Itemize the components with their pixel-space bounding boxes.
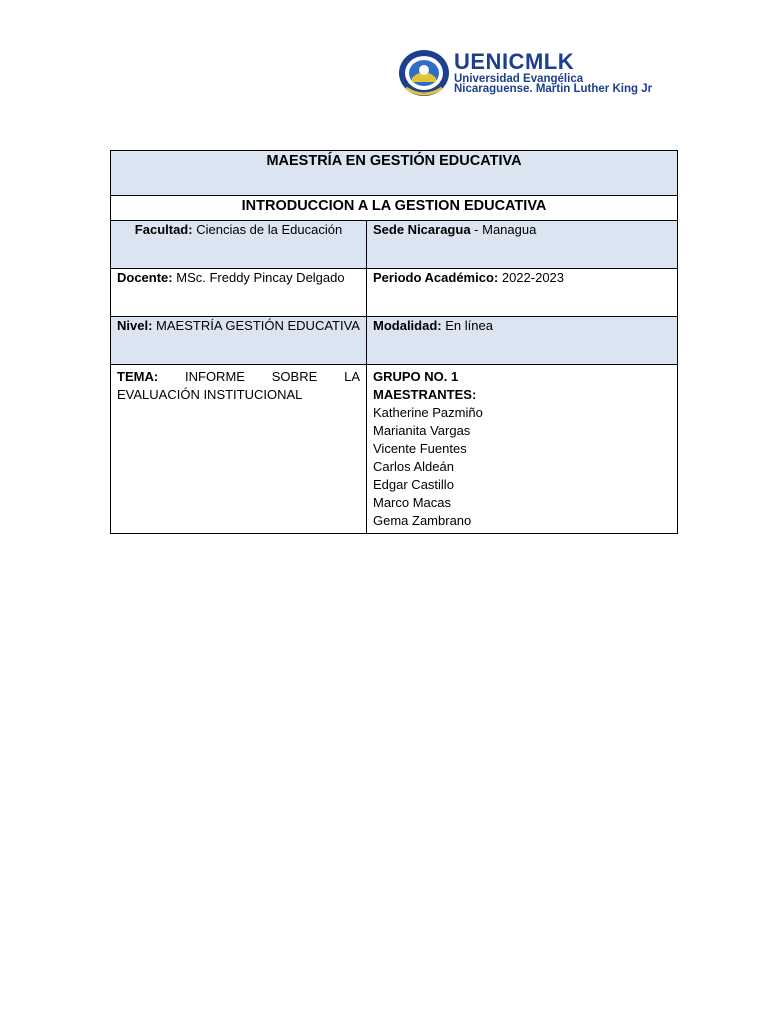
tema-label: TEMA: xyxy=(117,369,159,384)
docente-value: MSc. Freddy Pincay Delgado xyxy=(176,270,345,285)
docente-row xyxy=(111,269,678,317)
maestrantes-label: MAESTRANTES: xyxy=(373,387,477,402)
grupo-label: GRUPO NO. 1 xyxy=(373,369,459,384)
course-title: INTRODUCCION A LA GESTION EDUCATIVA xyxy=(111,196,678,221)
grupo-cell xyxy=(367,365,678,534)
docente-label: Docente: xyxy=(117,270,173,285)
nivel-label: Nivel: xyxy=(117,318,153,333)
maestrante-item: Vicente Fuentes xyxy=(373,441,467,456)
periodo-label: Periodo Académico: xyxy=(373,270,499,285)
subtitle-row xyxy=(111,196,678,221)
nivel-row xyxy=(111,317,678,365)
logo-line-2: Nicaraguense. Martin Luther King Jr xyxy=(454,83,653,95)
sede-value: - Managua xyxy=(474,222,537,237)
tema-line-1 xyxy=(117,368,360,386)
maestrante-item: Carlos Aldeán xyxy=(373,459,454,474)
tema-cell xyxy=(111,365,367,534)
facultad-row xyxy=(111,221,678,269)
modalidad-label: Modalidad: xyxy=(373,318,442,333)
maestrante-item: Gema Zambrano xyxy=(373,513,472,528)
periodo-cell xyxy=(367,269,678,317)
maestrante-item: Marco Macas xyxy=(373,495,452,510)
facultad-label: Facultad: xyxy=(134,222,193,237)
nivel-value: MAESTRÍA GESTIÓN EDUCATIVA xyxy=(156,318,360,333)
info-table xyxy=(110,150,678,534)
facultad-value: Ciencias de la Educación xyxy=(196,222,343,237)
university-logo xyxy=(398,48,678,98)
tema-value-1: INFORME SOBRE LA xyxy=(185,369,360,384)
program-title: MAESTRÍA EN GESTIÓN EDUCATIVA xyxy=(111,151,678,196)
logo-brand: UENICMLK xyxy=(454,49,575,74)
tema-value-2: EVALUACIÓN INSTITUCIONAL xyxy=(117,387,303,402)
maestrante-item: Katherine Pazmiño xyxy=(373,405,483,420)
facultad-cell xyxy=(111,221,367,269)
docente-cell xyxy=(111,269,367,317)
nivel-cell xyxy=(111,317,367,365)
sede-cell xyxy=(367,221,678,269)
maestrante-item: Marianita Vargas xyxy=(373,423,471,438)
title-row xyxy=(111,151,678,196)
modalidad-cell xyxy=(367,317,678,365)
logo-line-1: Universidad Evangélica xyxy=(454,73,584,85)
university-seal-icon xyxy=(398,48,450,98)
maestrante-item: Edgar Castillo xyxy=(373,477,454,492)
tema-row xyxy=(111,365,678,534)
periodo-value: 2022-2023 xyxy=(501,270,565,285)
modalidad-value: En línea xyxy=(445,318,493,333)
sede-label: Sede Nicaragua xyxy=(373,222,471,237)
